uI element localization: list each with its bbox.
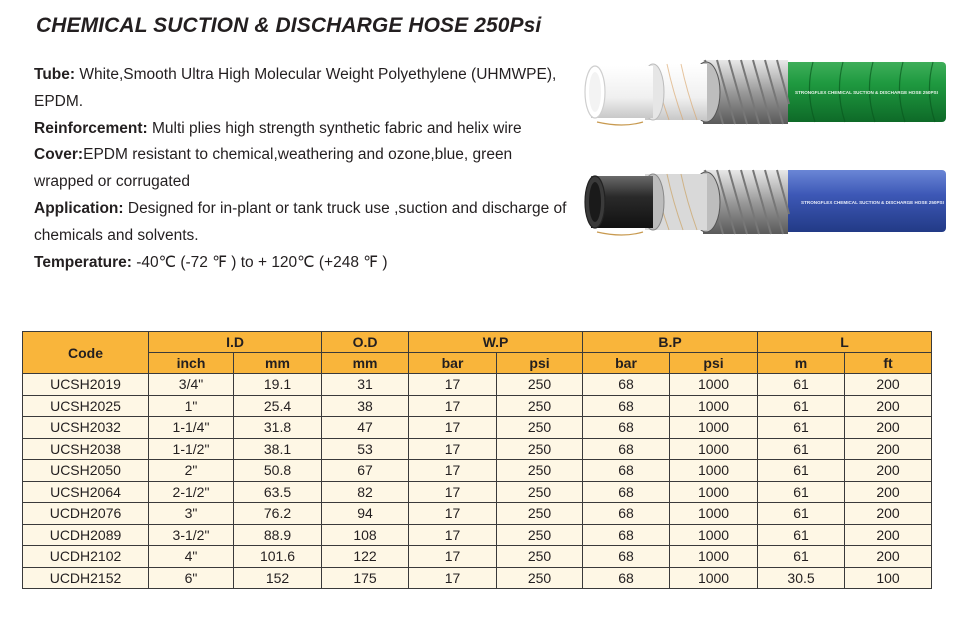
value-cell: 67 [322, 460, 409, 482]
value-cell: 38.1 [234, 438, 322, 460]
value-cell: 30.5 [758, 567, 845, 589]
code-cell: UCSH2019 [23, 374, 149, 396]
value-cell: 6" [149, 567, 234, 589]
od-header: O.D [322, 332, 409, 353]
table-row [23, 395, 932, 417]
subheader-cell: bar [583, 353, 670, 374]
value-cell: 3-1/2" [149, 524, 234, 546]
temperature-text: -40℃ (-72 ℉ ) to + 120℃ (+248 ℉ ) [131, 253, 388, 271]
value-cell: 31 [322, 374, 409, 396]
table-row [23, 546, 932, 568]
subheader-cell: ft [845, 353, 932, 374]
value-cell: 63.5 [234, 481, 322, 503]
value-cell: 200 [845, 460, 932, 482]
value-cell: 4" [149, 546, 234, 568]
table-row [23, 567, 932, 589]
value-cell: 68 [583, 417, 670, 439]
l-header: L [758, 332, 932, 353]
application-text: Designed for in-plant or tank truck use ,suction and discharge of chemicals and solvents. [34, 199, 567, 244]
application-label: Application: [34, 199, 124, 217]
value-cell: 200 [845, 417, 932, 439]
value-cell: 200 [845, 524, 932, 546]
value-cell: 1000 [670, 438, 758, 460]
spec-application [34, 196, 574, 250]
value-cell: 122 [322, 546, 409, 568]
subheader-cell: mm [322, 353, 409, 374]
value-cell: 2-1/2" [149, 481, 234, 503]
spec-table [22, 331, 932, 589]
reinforcement-label: Reinforcement: [34, 119, 148, 137]
value-cell: 17 [409, 481, 497, 503]
value-cell: 1000 [670, 460, 758, 482]
value-cell: 50.8 [234, 460, 322, 482]
subheader-cell: m [758, 353, 845, 374]
page-title: CHEMICAL SUCTION & DISCHARGE HOSE 250Psi [36, 14, 542, 37]
table-row [23, 417, 932, 439]
value-cell: 68 [583, 460, 670, 482]
cover-label: Cover: [34, 146, 84, 164]
table-row [23, 503, 932, 525]
blue-hose-image [583, 162, 948, 244]
value-cell: 17 [409, 503, 497, 525]
temperature-label: Temperature: [34, 253, 132, 271]
value-cell: 82 [322, 481, 409, 503]
id-header: I.D [149, 332, 322, 353]
bp-header: B.P [583, 332, 758, 353]
code-cell: UCDH2152 [23, 567, 149, 589]
value-cell: 200 [845, 481, 932, 503]
value-cell: 250 [497, 481, 583, 503]
value-cell: 88.9 [234, 524, 322, 546]
value-cell: 17 [409, 567, 497, 589]
value-cell: 250 [497, 460, 583, 482]
table-row [23, 481, 932, 503]
table-row [23, 524, 932, 546]
code-cell: UCSH2032 [23, 417, 149, 439]
code-cell: UCSH2025 [23, 395, 149, 417]
subheader-cell: psi [670, 353, 758, 374]
value-cell: 2" [149, 460, 234, 482]
subheader-cell: mm [234, 353, 322, 374]
value-cell: 200 [845, 438, 932, 460]
subheader-cell: psi [497, 353, 583, 374]
value-cell: 17 [409, 524, 497, 546]
value-cell: 47 [322, 417, 409, 439]
value-cell: 200 [845, 546, 932, 568]
value-cell: 200 [845, 503, 932, 525]
value-cell: 61 [758, 524, 845, 546]
value-cell: 3" [149, 503, 234, 525]
value-cell: 152 [234, 567, 322, 589]
value-cell: 101.6 [234, 546, 322, 568]
blue-hose-print: STRONGFLEX CHEMICAL SUCTION & DISCHARGE HOSE 250PSI [801, 200, 944, 205]
value-cell: 1000 [670, 503, 758, 525]
spec-temperature [34, 250, 574, 277]
value-cell: 1" [149, 395, 234, 417]
cover-text: EPDM resistant to chemical,weathering and ozone,blue, green wrapped or corrugated [34, 146, 513, 191]
table-row [23, 374, 932, 396]
value-cell: 108 [322, 524, 409, 546]
value-cell: 38 [322, 395, 409, 417]
value-cell: 17 [409, 438, 497, 460]
table-subheader-row [23, 353, 932, 374]
value-cell: 68 [583, 374, 670, 396]
value-cell: 1-1/2" [149, 438, 234, 460]
value-cell: 68 [583, 567, 670, 589]
value-cell: 250 [497, 438, 583, 460]
value-cell: 61 [758, 546, 845, 568]
value-cell: 76.2 [234, 503, 322, 525]
value-cell: 1000 [670, 481, 758, 503]
value-cell: 25.4 [234, 395, 322, 417]
value-cell: 68 [583, 524, 670, 546]
value-cell: 250 [497, 524, 583, 546]
tube-label: Tube: [34, 66, 76, 83]
value-cell: 17 [409, 546, 497, 568]
value-cell: 1000 [670, 374, 758, 396]
subheader-cell: inch [149, 353, 234, 374]
value-cell: 1000 [670, 524, 758, 546]
value-cell: 61 [758, 374, 845, 396]
value-cell: 250 [497, 503, 583, 525]
value-cell: 19.1 [234, 374, 322, 396]
value-cell: 17 [409, 417, 497, 439]
value-cell: 68 [583, 438, 670, 460]
value-cell: 200 [845, 395, 932, 417]
tube-text: White,Smooth Ultra High Molecular Weight Polyethylene (UHMWPE), EPDM. [34, 66, 557, 110]
value-cell: 61 [758, 395, 845, 417]
value-cell: 94 [322, 503, 409, 525]
wp-header: W.P [409, 332, 583, 353]
table-row [23, 438, 932, 460]
code-cell: UCSH2064 [23, 481, 149, 503]
code-cell: UCDH2076 [23, 503, 149, 525]
value-cell: 1000 [670, 567, 758, 589]
value-cell: 1000 [670, 417, 758, 439]
value-cell: 1-1/4" [149, 417, 234, 439]
value-cell: 100 [845, 567, 932, 589]
value-cell: 61 [758, 460, 845, 482]
green-hose-print: STRONGFLEX CHEMICAL SUCTION & DISCHARGE HOSE 250PSI [795, 90, 938, 95]
value-cell: 68 [583, 503, 670, 525]
value-cell: 68 [583, 395, 670, 417]
value-cell: 61 [758, 503, 845, 525]
value-cell: 31.8 [234, 417, 322, 439]
value-cell: 250 [497, 567, 583, 589]
code-header: Code [23, 332, 149, 374]
value-cell: 61 [758, 438, 845, 460]
value-cell: 17 [409, 460, 497, 482]
green-hose-image [583, 52, 948, 134]
code-cell: UCSH2050 [23, 460, 149, 482]
value-cell: 3/4" [149, 374, 234, 396]
spec-cover [34, 142, 574, 196]
value-cell: 250 [497, 395, 583, 417]
value-cell: 61 [758, 481, 845, 503]
spec-reinforcement [34, 116, 574, 143]
value-cell: 53 [322, 438, 409, 460]
table-header-row [23, 332, 932, 353]
value-cell: 61 [758, 417, 845, 439]
code-cell: UCSH2038 [23, 438, 149, 460]
table-row [23, 460, 932, 482]
value-cell: 17 [409, 374, 497, 396]
spec-tube [34, 62, 574, 116]
value-cell: 1000 [670, 395, 758, 417]
value-cell: 250 [497, 546, 583, 568]
value-cell: 250 [497, 374, 583, 396]
value-cell: 68 [583, 546, 670, 568]
reinforcement-text: Multi plies high strength synthetic fabric and helix wire [147, 119, 522, 137]
value-cell: 250 [497, 417, 583, 439]
value-cell: 200 [845, 374, 932, 396]
value-cell: 17 [409, 395, 497, 417]
subheader-cell: bar [409, 353, 497, 374]
value-cell: 1000 [670, 546, 758, 568]
code-cell: UCDH2102 [23, 546, 149, 568]
value-cell: 68 [583, 481, 670, 503]
code-cell: UCDH2089 [23, 524, 149, 546]
value-cell: 175 [322, 567, 409, 589]
spec-description [34, 62, 574, 276]
